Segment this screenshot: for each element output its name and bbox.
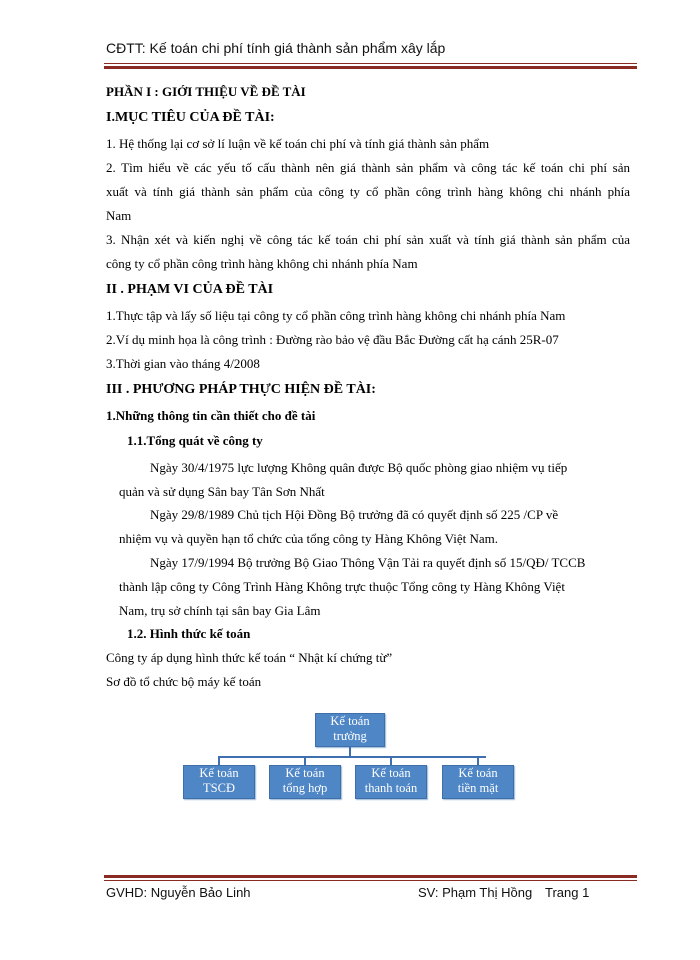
org-box-3-line-2: thanh toán bbox=[364, 781, 418, 795]
subsection-1-title: 1.Những thông tin cần thiết cho đề tài bbox=[106, 408, 316, 423]
org-box-4-line-2: tiền mặt bbox=[457, 781, 499, 795]
section-3-title: III . PHƯƠNG PHÁP THỰC HIỆN ĐỀ TÀI: bbox=[106, 382, 376, 397]
header-rule-thin bbox=[104, 63, 637, 64]
objective-2-line-3: Nam bbox=[106, 208, 132, 223]
org-connector-drop-3 bbox=[390, 756, 392, 765]
org-box-1-line-1: Kế toán bbox=[199, 766, 239, 780]
subsection-1-1-title: 1.1.Tổng quát về công ty bbox=[127, 433, 263, 448]
history-1-line-2: quản và sử dụng Sân bay Tân Sơn Nhất bbox=[119, 484, 325, 499]
objective-2-line-1: 2. Tìm hiểu về các yếu tố cấu thành nên giá thành sản phẩm và công tác kế toán chi phí sản bbox=[106, 160, 630, 175]
history-2-line-1: Ngày 29/8/1989 Chủ tịch Hội Đồng Bộ trưởng đã có quyết định số 225 /CP về bbox=[150, 507, 559, 522]
org-chart-caption: Sơ đồ tổ chức bộ máy kế toán bbox=[106, 674, 262, 689]
history-3-line-1: Ngày 17/9/1994 Bộ trưởng Bộ Giao Thông Vận Tải ra quyết định số 15/QĐ/ TCCB bbox=[150, 555, 586, 570]
org-connector-drop-2 bbox=[304, 756, 306, 765]
section-1-title: I.MỤC TIÊU CỦA ĐỀ TÀI: bbox=[106, 110, 275, 125]
footer-advisor: GVHD: Nguyễn Bảo Linh bbox=[106, 885, 251, 900]
part-title: PHẦN I : GIỚI THIỆU VỀ ĐỀ TÀI bbox=[106, 84, 306, 99]
org-box-fixed-assets bbox=[183, 765, 255, 799]
subsection-1-2-title: 1.2. Hình thức kế toán bbox=[127, 626, 251, 641]
objective-1: 1. Hệ thống lại cơ sở lí luận về kế toán chi phí và tính giá thành sản phẩm bbox=[106, 136, 490, 151]
objective-2-line-2: xuất và tính giá thành sản phẩm của công ty cổ phần công trình hàng không chi nhánh phía bbox=[106, 184, 630, 199]
org-connector-drop-4 bbox=[477, 756, 479, 765]
scope-2: 2.Ví dụ minh họa là công trình : Đường rào bảo vệ đầu Bắc Đường cất hạ cánh 25R-07 bbox=[106, 332, 559, 347]
objective-3-line-1: 3. Nhận xét và kiến nghị về công tác kế toán chi phí sản xuất và tính giá thành sản phẩm của bbox=[106, 232, 630, 247]
org-box-cash bbox=[442, 765, 514, 799]
history-3-line-3: Nam, trụ sở chính tại sân bay Gia Lâm bbox=[119, 603, 321, 618]
footer-page-number: Trang 1 bbox=[545, 885, 590, 900]
org-box-payment bbox=[355, 765, 427, 799]
org-box-1-line-2: TSCĐ bbox=[203, 781, 235, 795]
org-box-2-line-2: tổng hợp bbox=[282, 781, 328, 795]
history-3-line-2: thành lập công ty Công Trình Hàng Không trực thuộc Tổng công ty Hàng Không Việt bbox=[119, 579, 565, 594]
header-rule-thick bbox=[104, 66, 637, 69]
org-box-3-line-1: Kế toán bbox=[371, 766, 411, 780]
history-1-line-1: Ngày 30/4/1975 lực lượng Không quân được Bộ quốc phòng giao nhiệm vụ tiếp bbox=[150, 460, 568, 475]
objective-3-line-2: công ty cổ phần công trình hàng không chi nhánh phía Nam bbox=[106, 256, 418, 271]
org-connector-drop-1 bbox=[218, 756, 220, 765]
org-box-4-line-1: Kế toán bbox=[458, 766, 498, 780]
scope-3: 3.Thời gian vào tháng 4/2008 bbox=[106, 356, 260, 371]
org-connector-root-down bbox=[349, 746, 351, 756]
page-header-title: CĐTT: Kế toán chi phí tính giá thành sản phẩm xây lắp bbox=[106, 40, 446, 56]
org-connector-horizontal bbox=[218, 756, 486, 758]
history-2-line-2: nhiệm vụ và quyền hạn tổ chức của tổng công ty Hàng Không Việt Nam. bbox=[119, 531, 498, 546]
org-box-chief-accountant bbox=[315, 713, 385, 747]
org-box-2-line-1: Kế toán bbox=[285, 766, 325, 780]
org-box-chief-line-1: Kế toán bbox=[330, 714, 370, 728]
footer-student: SV: Phạm Thị Hồng bbox=[418, 885, 533, 900]
accounting-form-text: Công ty áp dụng hình thức kế toán “ Nhật kí chứng từ” bbox=[106, 650, 393, 665]
section-2-title: II . PHẠM VI CỦA ĐỀ TÀI bbox=[106, 282, 274, 297]
scope-1: 1.Thực tập và lấy số liệu tại công ty cổ phần công trình hàng không chi nhánh phía Nam bbox=[106, 308, 566, 323]
org-box-general bbox=[269, 765, 341, 799]
footer-rule-thick bbox=[104, 875, 637, 878]
footer-rule-thin bbox=[104, 880, 637, 881]
org-box-chief-line-2: trưởng bbox=[333, 729, 367, 743]
